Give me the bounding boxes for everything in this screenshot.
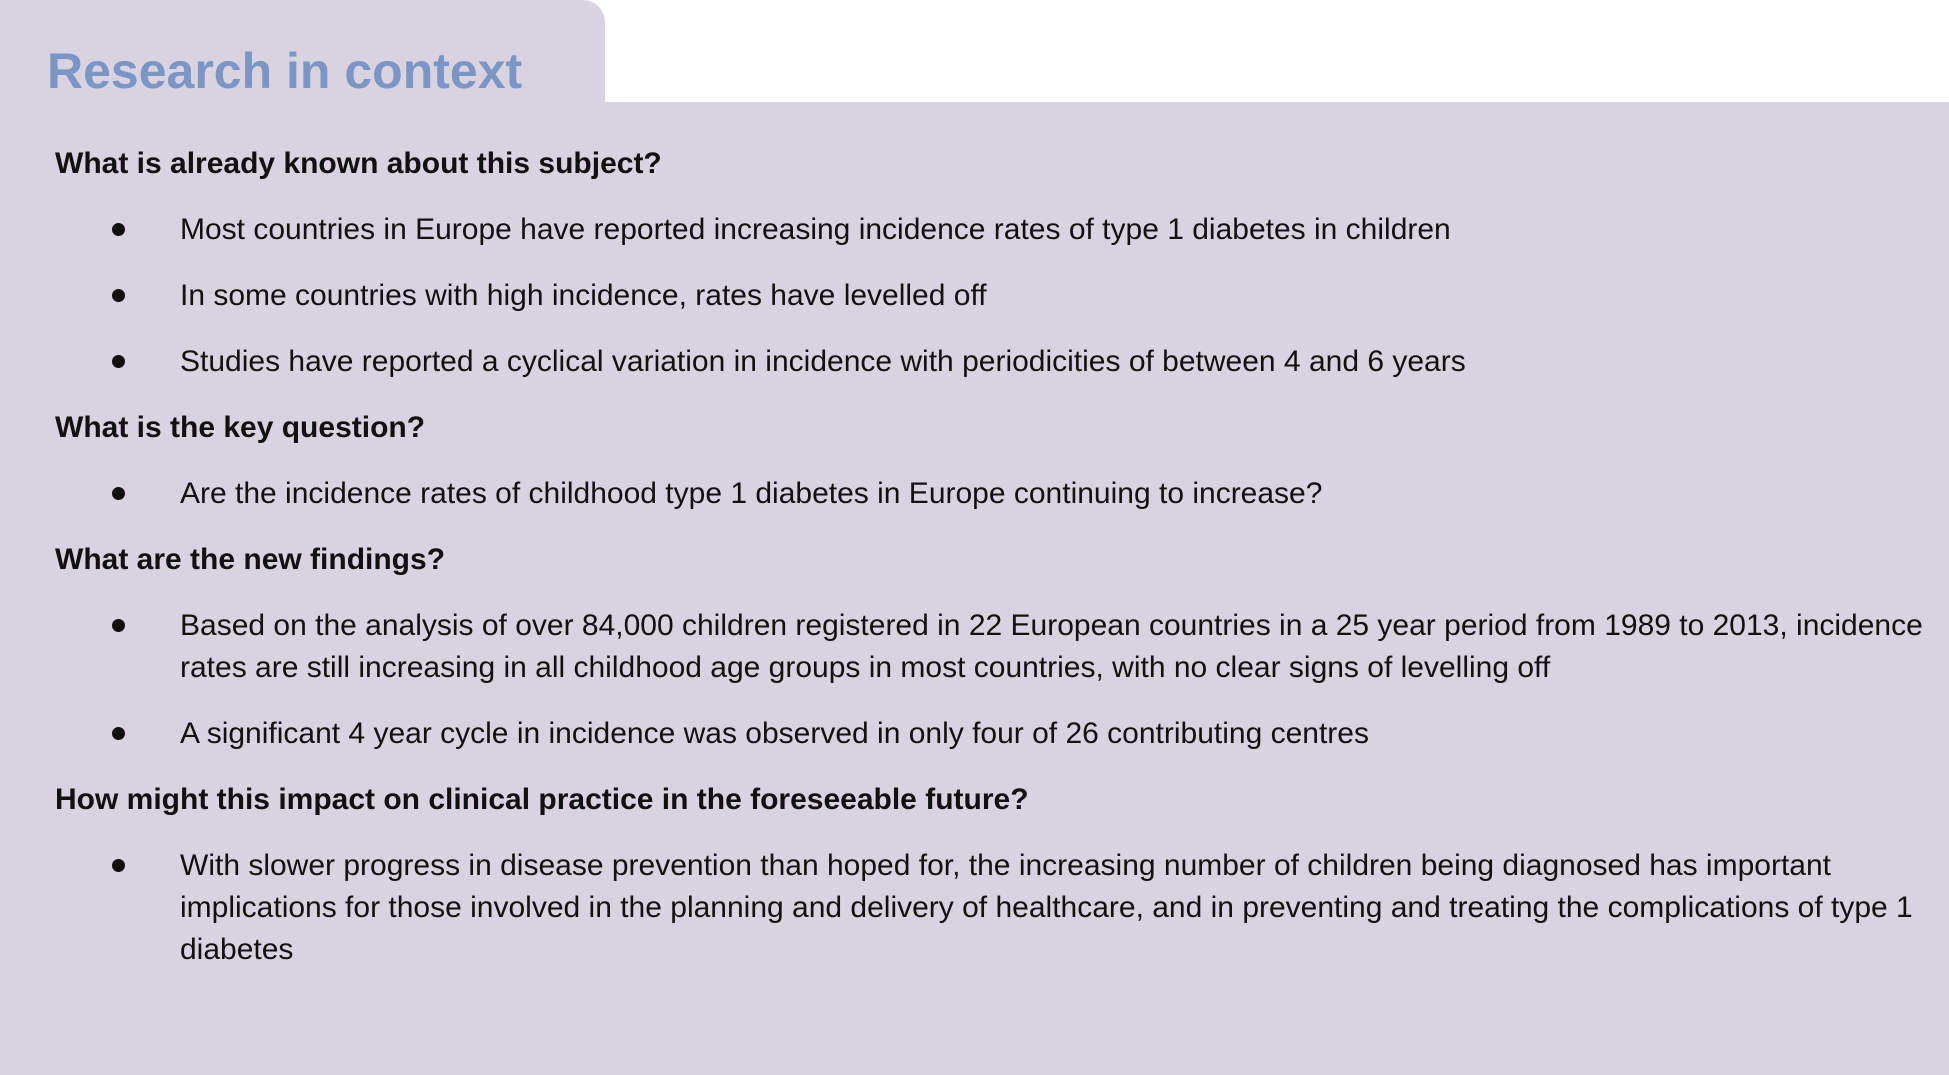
section-heading: What is already known about this subject? [55, 147, 662, 180]
bullet-list [55, 209, 1895, 383]
bullet-icon [112, 859, 125, 872]
bullet-icon [112, 487, 125, 500]
bullet-item [55, 275, 1940, 317]
bullet-item [55, 605, 1940, 689]
bullet-text: Most countries in Europe have reported increasing incidence rates of type 1 diabetes in children [180, 213, 1451, 246]
bullet-item [55, 209, 1940, 251]
bullet-icon [112, 727, 125, 740]
section-heading: How might this impact on clinical practice in the foreseeable future? [55, 783, 1029, 816]
bullet-icon [112, 223, 125, 236]
bullet-text: Are the incidence rates of childhood type 1 diabetes in Europe continuing to increase? [180, 477, 1323, 510]
section-new-findings [55, 539, 1923, 755]
box-title: Research in context [47, 43, 523, 99]
bullet-list [55, 845, 1913, 971]
bullet-text: A significant 4 year cycle in incidence was observed in only four of 26 contributing centres [180, 717, 1369, 750]
bullet-text: With slower progress in disease prevention than hoped for, the increasing number of children being diagnosed has important implications for those involved in the planning and delivery of healthcare, and in preventing and treating the complications of type 1 diabetes [180, 849, 1913, 966]
bullet-item [55, 713, 1940, 755]
bullet-list [55, 473, 1895, 515]
bullet-item [55, 845, 1940, 971]
bullet-text: Based on the analysis of over 84,000 children registered in 22 European countries in a 25 year period from 1989 to 2013, incidence rates are still increasing in all childhood age groups in most countries, with no clear signs of levelling off [180, 609, 1923, 684]
bullet-item [55, 473, 1940, 515]
section-clinical-impact [55, 779, 1913, 971]
bullet-icon [112, 289, 125, 302]
section-heading: What are the new findings? [55, 543, 446, 576]
bullet-text: Studies have reported a cyclical variation in incidence with periodicities of between 4 and 6 years [180, 345, 1466, 378]
section-heading: What is the key question? [55, 411, 426, 444]
section-known [55, 143, 1895, 383]
bullet-icon [112, 355, 125, 368]
bullet-list [55, 605, 1923, 755]
section-key-question [55, 407, 1895, 515]
research-in-context-box [55, 143, 1923, 995]
bullet-text: In some countries with high incidence, rates have levelled off [180, 279, 987, 312]
bullet-icon [112, 619, 125, 632]
bullet-item [55, 341, 1940, 383]
